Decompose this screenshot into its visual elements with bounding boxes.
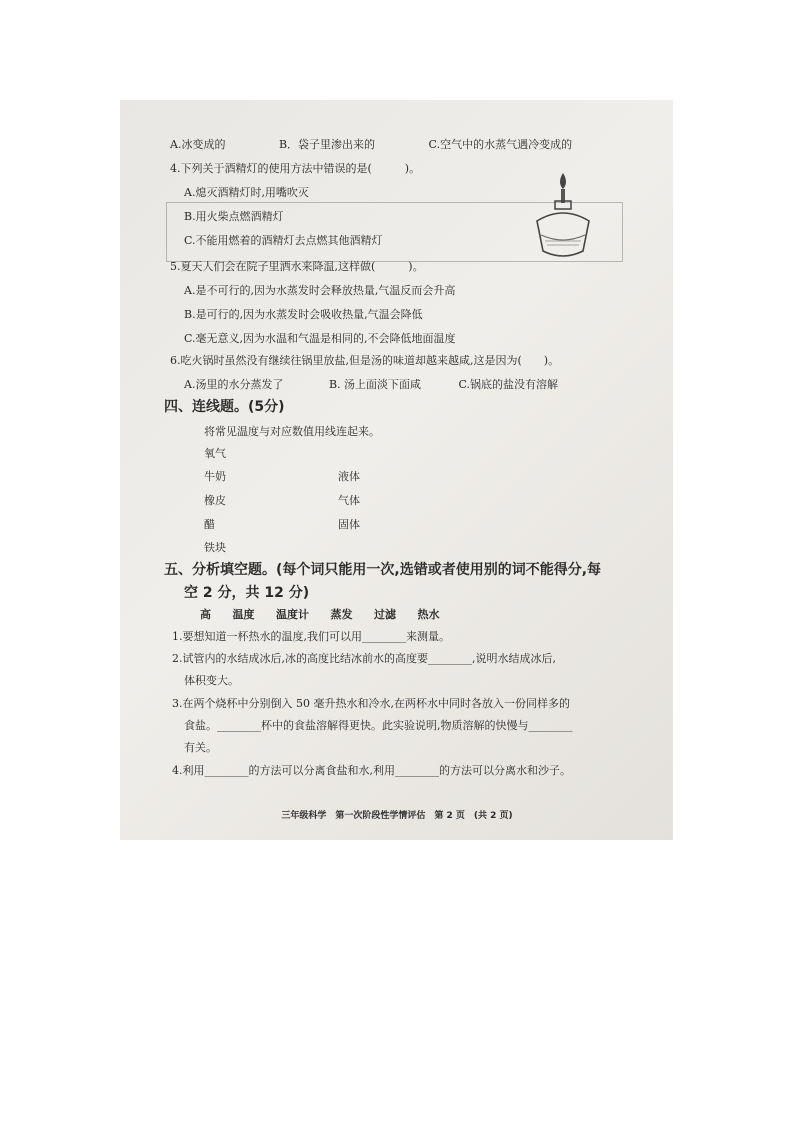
fill-q3: 3.在两个烧杯中分别倒入 50 毫升热水和冷水,在两杯水中同时各放入一份同样多的 (172, 697, 570, 710)
word-bank-item: 过滤 (374, 608, 396, 621)
match-left-item: 牛奶 (204, 470, 226, 483)
fill-q3-cont: 食盐。________杯中的食盐溶解得更快。此实验说明,物质溶解的快慢与________ (184, 719, 573, 732)
alcohol-lamp-icon (525, 165, 605, 265)
word-bank-item: 蒸发 (330, 608, 353, 621)
q6-option-c: C.锅底的盐没有溶解 (458, 378, 559, 391)
match-left-item: 橡皮 (204, 494, 226, 507)
match-left-item: 铁块 (204, 541, 226, 554)
q3-options (170, 138, 572, 152)
q4-option-c: C.不能用燃着的酒精灯去点燃其他酒精灯 (184, 234, 383, 247)
q3-option-a: A.冰变成的 (170, 138, 226, 151)
scanned-page (120, 100, 673, 840)
match-right-item: 气体 (338, 494, 360, 507)
q4-option-b: B.用火柴点燃酒精灯 (184, 210, 284, 223)
q5-option-c: C.毫无意义,因为水温和气温是相同的,不会降低地面温度 (184, 332, 456, 345)
section4-instruction: 将常见温度与对应数值用线连起来。 (204, 425, 380, 438)
match-left-item: 氧气 (204, 447, 226, 460)
q6-stem: 6.吃火锅时虽然没有继续往锅里放盐,但是汤的味道却越来越咸,这是因为( )。 (170, 354, 560, 367)
fill-q3-end: 有关。 (184, 741, 217, 754)
q5-option-b: B.是可行的,因为水蒸发时会吸收热量,气温会降低 (184, 308, 423, 321)
word-bank-item: 高 (200, 608, 211, 621)
section5-title: 五、分析填空题。(每个词只能用一次,选错或者使用别的词不能得分,每 (164, 562, 602, 578)
fill-q2-cont: 体积变大。 (184, 674, 239, 687)
word-bank (200, 608, 458, 622)
fill-q4: 4.利用________的方法可以分离食盐和水,利用________的方法可以分离水和沙子。 (172, 764, 571, 777)
match-right-item: 固体 (338, 518, 360, 531)
section5-title-cont: 空 2 分，共 12 分) (184, 585, 310, 601)
q4-option-a: A.熄灭酒精灯时,用嘴吹灭 (184, 186, 309, 199)
q6-option-a: A.汤里的水分蒸发了 (184, 378, 284, 391)
word-bank-item: 热水 (417, 608, 440, 621)
word-bank-item: 温度 (232, 608, 255, 621)
q3-option-b: B．袋子里渗出来的 (278, 138, 376, 151)
q3-option-c: C.空气中的水蒸气遇冷变成的 (428, 138, 573, 151)
q6-option-b: B. 汤上面淡下面咸 (328, 378, 422, 391)
q4-stem: 4.下列关于酒精灯的使用方法中错误的是( )。 (170, 162, 421, 175)
q6-options (184, 378, 558, 392)
section4-title: 四、连线题。(5分) (164, 399, 285, 415)
match-left-item: 醋 (204, 518, 215, 531)
fill-q2: 2.试管内的水结成冰后,冰的高度比结冰前水的高度要________,说明水结成冰后, (172, 652, 556, 665)
word-bank-item: 温度计 (276, 608, 309, 621)
page-footer: 三年级科学 第一次阶段性学情评估 第 2 页 (共 2 页) (281, 811, 513, 821)
match-right-item: 液体 (338, 470, 360, 483)
fill-q1: 1.要想知道一杯热水的温度,我们可以用________来测量。 (172, 630, 450, 643)
q5-option-a: A.是不可行的,因为水蒸发时会释放热量,气温反而会升高 (184, 284, 456, 297)
q5-stem: 5.夏天人们会在院子里洒水来降温,这样做( )。 (170, 260, 424, 273)
